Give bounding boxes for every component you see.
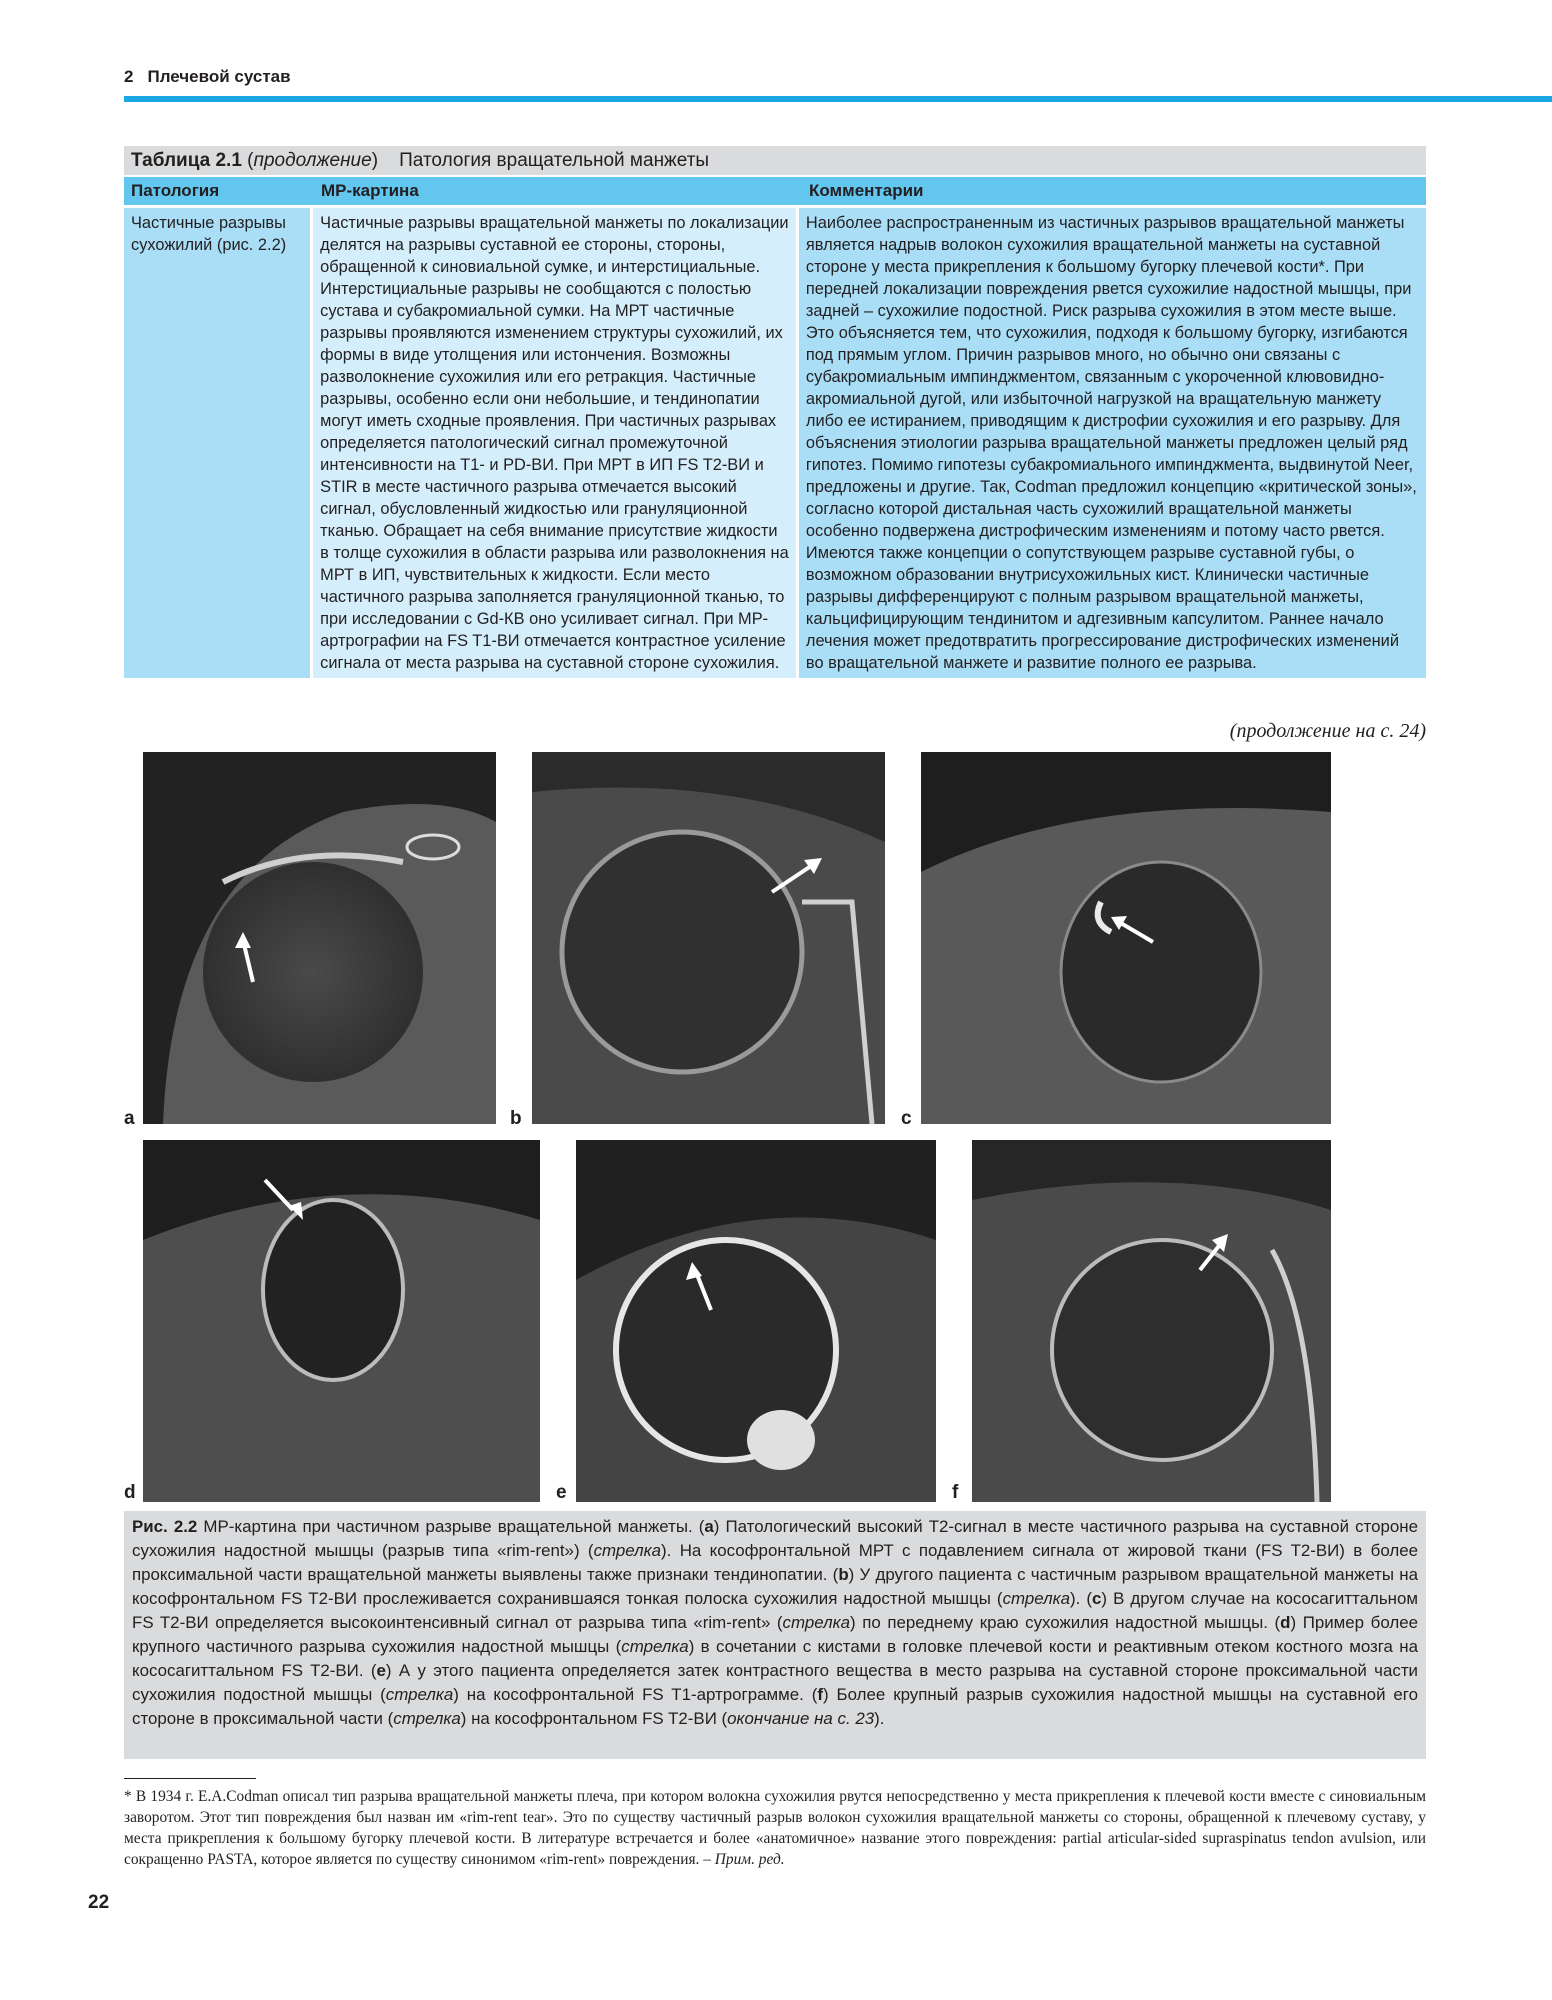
chapter-number: 2 (124, 67, 134, 86)
table-caption-qualifier: продолжение (253, 150, 372, 171)
caption-text: ) в сочетании с кистами в головке плечевой кости и реактивным отеком костного мозга на кососагиттальном FS T2-ВИ. ( (132, 1637, 1419, 1680)
caption-arrow-ref: стрелка (1002, 1589, 1071, 1608)
mri-panel-a (143, 752, 496, 1124)
column-header-mri: МР-картина (321, 181, 419, 200)
mri-panel-c (921, 752, 1331, 1124)
table-header-row (124, 177, 1426, 205)
cell-mri-text: Частичные разрывы вращательной манжеты по локализации делятся на разрывы суставной ее стороны, стороны, обращенной к синовиальной сумке, и интерстициальные. Интерстициальные разрывы не сообщаются с полостью сустава и субакромиальной сумки. На МРТ частичные разрывы проявляются изменением структуры сухожилий, их формы в виде утолщения или истончения. Возможны разволокнение сухожилия или его ретракция. Частичные разрывы, особенно если они небольшие, и тендинопатии могут иметь сходные проявления. При частичных разрывах определяется патологический сигнал промежуточной интенсивности на T1- и PD-ВИ. При МРТ в ИП FS T2-ВИ и STIR в месте частичного разрыва отмечается высокий сигнал, обусловленный жидкостью или грануляционной тканью. Обращает на себя внимание присутствие жидкости в толще сухожилия в области разрыва или разволокнения на МРТ в ИП, чувствительных к жидкости. Если место частичного разрыва заполняется грануляционной тканью, то при исследовании с Gd-КВ оно усиливает сигнал. При МР-артрографии на FS T1-ВИ отмечается контрастное усиление сигнала от места разрыва на суставной стороне сухожилия. (320, 214, 789, 672)
panel-label-d: d (124, 1482, 136, 1503)
caption-text: ) на кософронтальном FS T2-ВИ ( (460, 1709, 728, 1728)
footnote-rule (124, 1778, 256, 1779)
caption-panel-ref: f (817, 1685, 823, 1704)
footnote-text: * В 1934 г. E.A.Codman описал тип разрыва вращательной манжеты плеча, при котором волокна сухожилия рвутся непосредственно у места прикрепления к плечевой кости вместе с синовиальным заворотом. Этот тип повреждения был назван им «rim-rent tear». Это по существу частичный разрыв волокон сухожилия вращательной манжеты со стороны, обращенной к плечевому суставу, у места прикрепления к большому бугорку плечевой кости. В литературе встречается и более «анатомичное» название этого повреждения: partial articular-sided supraspinatus tendon avulsion, или сокращенно PASTA, которое является по существу синонимом «rim-rent» повреждения. – (124, 1788, 1426, 1868)
mri-image-d (143, 1140, 540, 1502)
caption-text: ) Патологический высокий T2-сигнал в месте частичного разрыва на суставной стороне сухожилия надостной мышцы (разрыв типа «rim-rent») ( (132, 1517, 1418, 1560)
cell-comments (799, 208, 1426, 678)
chapter-title: Плечевой сустав (147, 67, 291, 86)
cell-comments-text: Наиболее распространенным из частичных разрывов вращательной манжеты является надрыв волокон сухожилия вращательной манжеты на суставной стороне у места прикрепления к большому бугорку плечевой кости*. При передней локализации повреждения рвется сухожилие надостной мышцы, при задней – сухожилие подостной. Риск разрыва сухожилия в этом месте выше. Это объясняется тем, что сухожилия, подходя к большому бугорку, изгибаются под прямым углом. Причин разрывов много, но обычно они связаны с субакромиальным импинджментом, связанным с укороченной клювовидно-акромиальной дугой, или избыточной нагрузкой на вращательную манжету либо ее истиранием, приводящим к дистрофии сухожилия и его разрыву. Для объяснения этиологии разрыва вращательной манжеты предложен целый ряд гипотез. Помимо гипотезы субакромиального импинджмента, выдвинутой Neer, предложены и другие. Так, Codman предложил концепцию «критической зоны», согласно которой дистальная часть сухожилий вращательной манжеты особенно подвержена дистрофическим изменениям и потому часто рвется. Имеются также концепции о сопутствующем разрыве суставной губы, о возможном образовании внутрисухожильных кист. Клинически частичные разрывы дифференцируют с полным разрывом вращательной манжеты, кальцифицирующим тендинитом и адгезивным капсулитом. Раннее начало лечения может предотвратить прогрессирование дистрофических изменений во вращательной манжете и развитие полного ее разрыва. (805, 214, 1417, 672)
caption-text: ). (874, 1709, 885, 1728)
caption-arrow-ref: стрелка (393, 1709, 461, 1728)
figure-caption (124, 1511, 1426, 1759)
caption-text: МР-картина при частичном разрыве вращательной манжеты. ( (197, 1517, 705, 1536)
caption-panel-ref: a (704, 1517, 714, 1536)
mri-panel-d (143, 1140, 540, 1502)
column-header-pathology: Патология (131, 181, 220, 200)
table-caption: Таблица 2.1 (продолжение) Патология вращательной манжеты (124, 146, 1426, 175)
cell-pathology (124, 208, 310, 678)
caption-text: ) по переднему краю сухожилия надостной мышцы. ( (850, 1613, 1281, 1632)
caption-arrow-ref: стрелка (385, 1685, 454, 1704)
caption-text: ) У другого пациента с частичным разрывом вращательной манжеты на кософронтальном FS T2-ВИ прослеживается сохранившаяся тонкая полоска сухожилия надостной мышцы ( (132, 1565, 1418, 1608)
caption-panel-ref: e (376, 1661, 386, 1680)
panel-label-b: b (510, 1108, 522, 1129)
mri-panel-b (532, 752, 885, 1124)
table-continuation-note: (продолжение на с. 24) (1229, 720, 1426, 742)
caption-panel-ref: b (838, 1565, 849, 1584)
mri-image-c (921, 752, 1331, 1124)
table-row (124, 208, 1426, 678)
caption-text: ) на кософронтальной FS T1-артрограмме. ( (453, 1685, 818, 1704)
cell-mri (313, 208, 796, 678)
panel-label-a: a (124, 1108, 135, 1129)
cell-pathology-text: Частичные разрывы сухожилий (рис. 2.2) (131, 214, 287, 254)
mri-panel-e (576, 1140, 936, 1502)
running-head (124, 67, 291, 87)
caption-text: ) В другом случае на кососагиттальном FS T2-ВИ определяется высокоинтенсивный сигнал от разрыва типа «rim-rent» ( (132, 1589, 1418, 1632)
caption-panel-ref: c (1092, 1589, 1102, 1608)
footnote (124, 1786, 1426, 1870)
mri-panel-f (972, 1140, 1331, 1502)
caption-continuation-ref: окончание на с. 23 (727, 1709, 875, 1728)
pathology-table (124, 146, 1426, 678)
table-caption-label: Таблица 2.1 (131, 150, 242, 171)
figure-caption-label: Рис. 2.2 (132, 1517, 198, 1536)
mri-image-f (972, 1140, 1331, 1502)
caption-arrow-ref: стрелка (621, 1637, 689, 1656)
caption-text: ) Пример более крупного частичного разрыва сухожилия надостной мышцы ( (132, 1613, 1419, 1656)
panel-label-f: f (952, 1482, 959, 1503)
caption-panel-ref: d (1280, 1613, 1291, 1632)
caption-text: ) Более крупный разрыв сухожилия надостной мышцы на суставной его стороне в проксимальной части ( (132, 1685, 1418, 1728)
caption-text: ). На кософронтальной МРТ с подавлением сигнала от жировой ткани (FS T2-ВИ) в более проксимальной части вращательной манжеты выявлены также признаки тендинопатии. ( (132, 1541, 1418, 1584)
panel-label-c: c (901, 1108, 912, 1129)
page-number: 22 (88, 1892, 110, 1913)
caption-arrow-ref: стрелка (782, 1613, 850, 1632)
mri-image-b (532, 752, 885, 1124)
caption-text: ). ( (1070, 1589, 1093, 1608)
caption-text: ) А у этого пациента определяется затек контрастного вещества в место разрыва на суставной стороне проксимальной части сухожилия подостной мышцы ( (132, 1661, 1418, 1704)
mri-image-e (576, 1140, 936, 1502)
footnote-attribution: Прим. ред. (714, 1851, 785, 1868)
panel-label-e: e (556, 1482, 567, 1503)
caption-arrow-ref: стрелка (593, 1541, 662, 1560)
mri-image-a (143, 752, 496, 1124)
header-rule (124, 96, 1552, 102)
table-caption-title: Патология вращательной манжеты (399, 150, 710, 171)
column-header-comments: Комментарии (809, 181, 924, 200)
